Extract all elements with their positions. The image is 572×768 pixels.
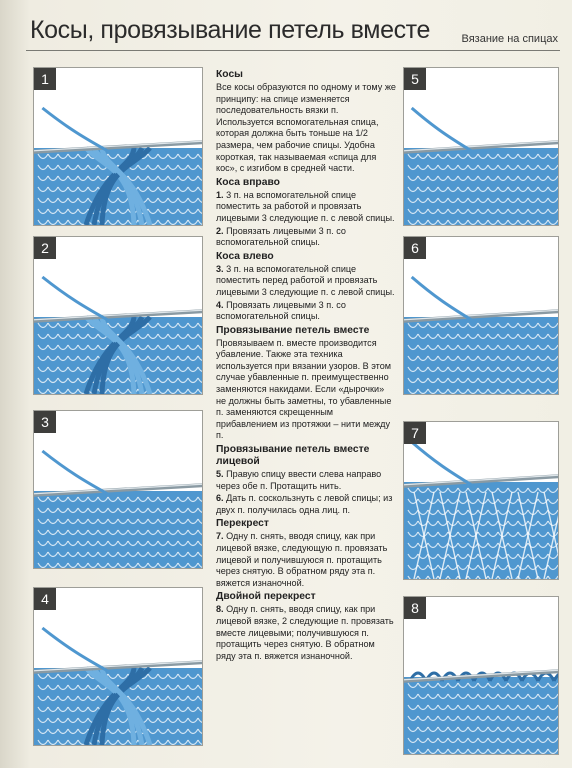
step-3-text: 3. 3 п. на вспомогательной спице поместить перед работой и провязать лицевыми 3 следующие п. с левой спицы. xyxy=(216,263,395,297)
step-7-text: 7. Одну п. снять, вводя спицу, как при лицевой вязке, следующую п. провязать лицевой и получившуюся п. протащить через снятую. В обратном ряду эта п. вяжется изнаночной. xyxy=(216,531,388,588)
step-number-badge: 3 xyxy=(34,411,56,433)
working-yarn xyxy=(42,108,109,152)
step-number-badge: 4 xyxy=(34,588,56,610)
heading-knit-together: Провязывание петель вместе xyxy=(216,324,370,336)
illustration-panel-8 xyxy=(403,596,559,755)
step-2-text: 2. Провязать лицевыми 3 п. со вспомогательной спицы. xyxy=(216,225,346,248)
illustration-panel-7 xyxy=(403,421,559,580)
illustration-panel-5 xyxy=(403,67,559,226)
page-header xyxy=(0,0,572,62)
working-yarn xyxy=(42,628,109,672)
step-number-badge: 5 xyxy=(404,68,426,90)
step-number-badge: 6 xyxy=(404,237,426,259)
cable-left-step3-illustration xyxy=(34,411,202,568)
page-title: Косы, провязывание петель вместе xyxy=(30,16,430,44)
step-4-text: 4. Провязать лицевыми 3 п. со вспомогательной спицы. xyxy=(216,299,346,322)
paragraph-kosy: Все косы образуются по одному и тому же принципу: на спице изменяется последовательность вязки п. Используется вспомогательная спица, которая должна быть тоньше на 1/2 размера, чем рабочие спицы. Удобна короткая, так называемая «спица для кос», с изгибом в средней части. xyxy=(216,82,396,174)
knit-together-step6-illustration xyxy=(404,237,558,394)
step-number-badge: 8 xyxy=(404,597,426,619)
heading-double-cross: Двойной перекрест xyxy=(216,591,316,603)
cross-step7-illustration xyxy=(404,422,558,579)
heading-cross: Перекрест xyxy=(216,518,269,530)
step-1-text: 1. 3 п. на вспомогательной спице поместить за работой и провязать лицевыми 3 следующие п. с левой спицы. xyxy=(216,189,395,223)
cable-left-step4-illustration xyxy=(34,588,202,745)
paragraph-knit-together: Провязываем п. вместе производится убавление. Также эта техника используется при вязании узоров. В этом случае убавленные п. преимущественно заменяются накидами. Если «дырочки» не должны быть заметны, то убавленные п. заменяются скрещенным прибавлением из протяжки – нити между п. xyxy=(216,337,392,441)
working-yarn xyxy=(42,277,109,321)
step-6-text: 6. Дать п. соскользнуть с левой спицы; из двух п. получилась одна лиц. п. xyxy=(216,493,393,515)
cable-right-step2-illustration xyxy=(34,237,202,394)
heading-knit-together-facing: Провязывание петель вместе лицевой xyxy=(216,444,370,468)
header-divider xyxy=(26,50,560,51)
section-label: Вязание на спицах xyxy=(461,33,558,45)
illustration-panel-2 xyxy=(33,236,203,395)
illustration-panel-6 xyxy=(403,236,559,395)
illustration-panel-3 xyxy=(33,410,203,569)
heading-cable-right: Коса вправо xyxy=(216,176,280,188)
illustration-panel-4 xyxy=(33,587,203,746)
instructions-text xyxy=(216,67,396,663)
double-cross-step8-illustration xyxy=(404,597,558,754)
cable-right-step1-illustration xyxy=(34,68,202,225)
working-yarn xyxy=(412,277,474,321)
working-yarn xyxy=(412,108,474,152)
step-number-badge: 1 xyxy=(34,68,56,90)
step-number-badge: 7 xyxy=(404,422,426,444)
working-yarn xyxy=(42,451,109,495)
heading-kosy: Косы xyxy=(216,69,243,80)
knit-together-step5-illustration xyxy=(404,68,558,225)
heading-cable-left: Коса влево xyxy=(216,250,274,262)
illustration-panel-1 xyxy=(33,67,203,226)
step-5-text: 5. Правую спицу ввести слева направо через обе п. Протащить нить. xyxy=(216,469,382,491)
step-8-text: 8. Одну п. снять, вводя спицу, как при лицевой вязке, 2 следующие п. провязать вместе лицевыми; получившуюся п. протащить через снятую. В обратном ряду эта п. вяжется изнаночной. xyxy=(216,604,394,661)
step-number-badge: 2 xyxy=(34,237,56,259)
working-yarn xyxy=(412,442,474,486)
